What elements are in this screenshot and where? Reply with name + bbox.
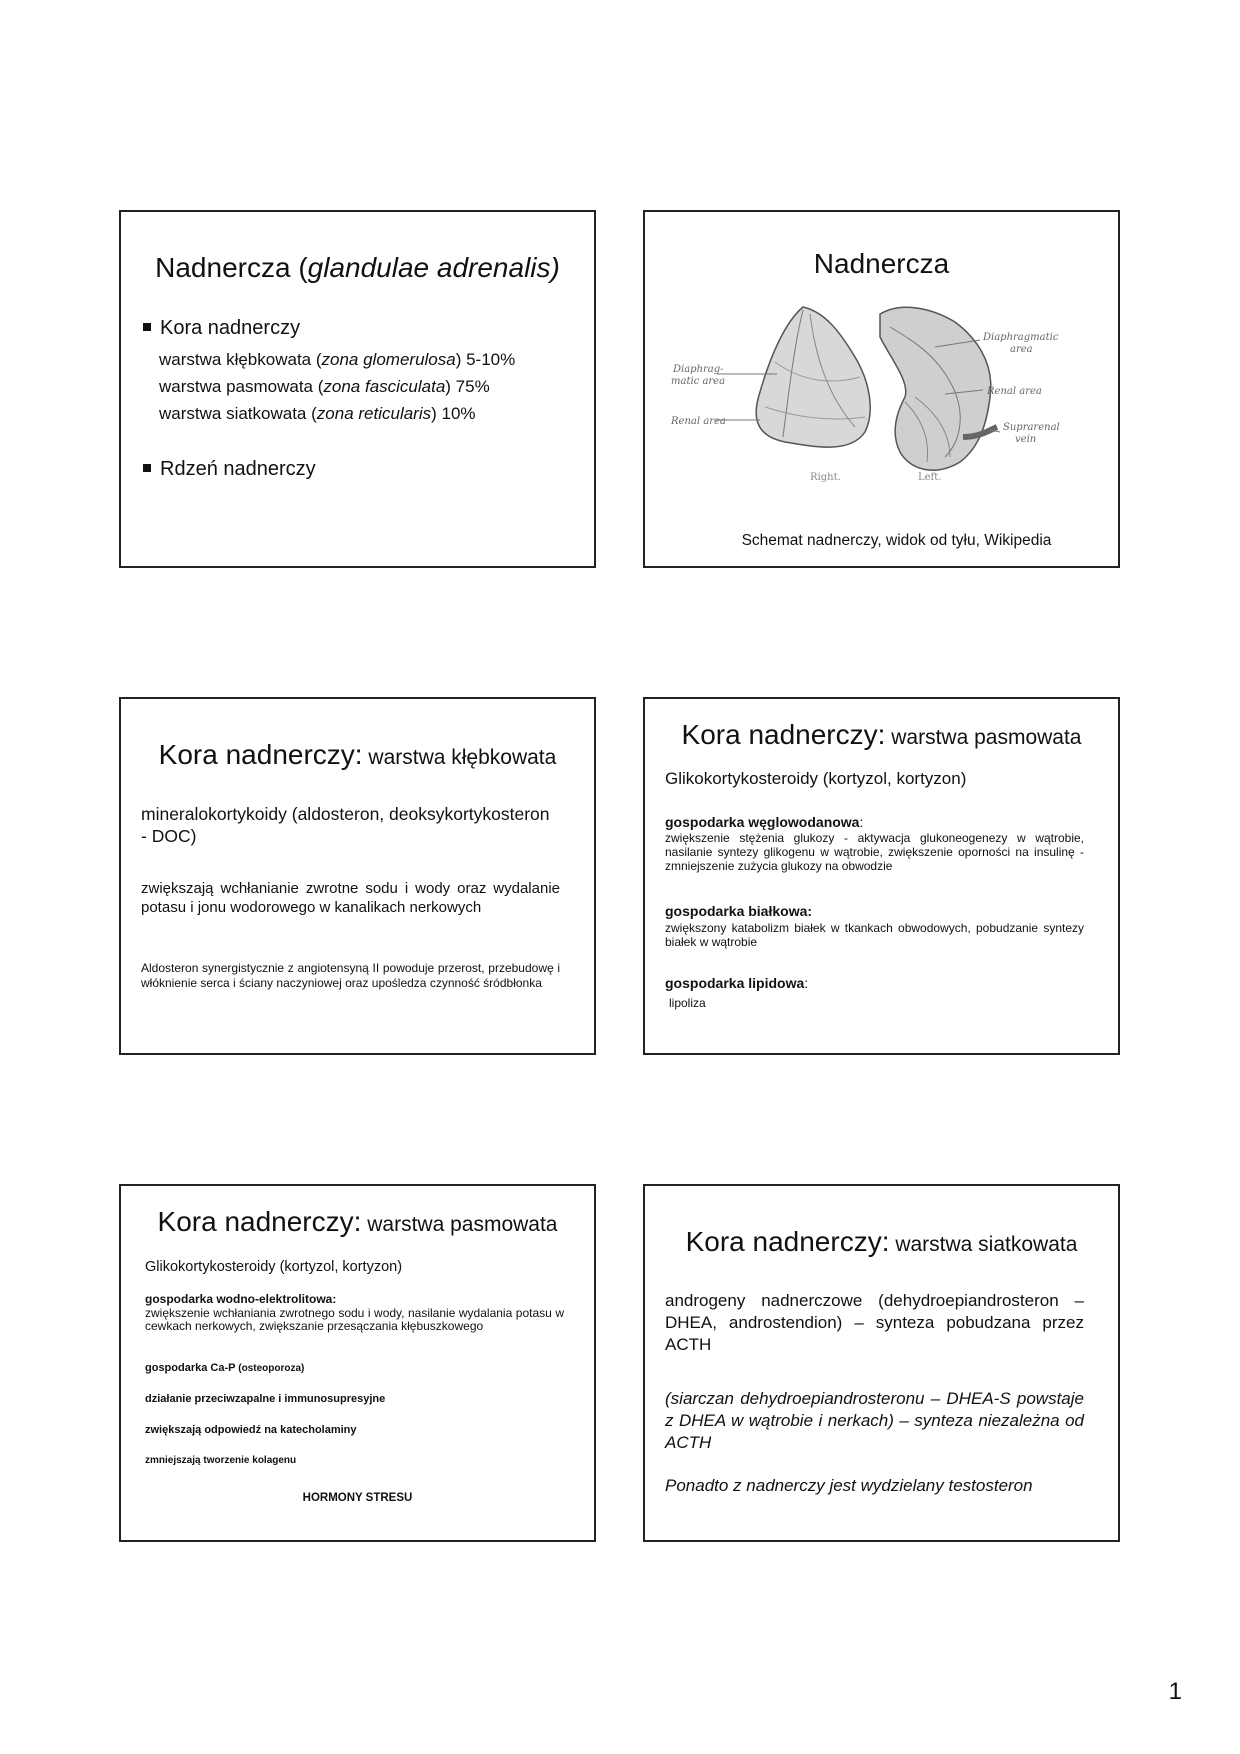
label-renal-area-right: Renal area (987, 386, 1042, 397)
square-bullet-icon (143, 323, 151, 331)
page-number: 1 (1168, 1678, 1182, 1705)
heading-ca-p: gospodarka Ca-P (osteoporoza) (145, 1362, 305, 1374)
title-latin: glandulae adrenalis) (307, 252, 560, 283)
water-electrolyte-text: zwiększenie wchłaniania zwrotnego sodu i wody, nasilanie wydalania potasu w cewkach nerkowych, zwiększanie przesączania kłębuszkowego (145, 1306, 564, 1333)
bullet-medulla (143, 458, 316, 481)
heading-protein: gospodarka białkowa: (665, 903, 813, 919)
slide-zona-fasciculata-1 (643, 697, 1120, 1055)
slide-title: Kora nadnerczy: warstwa kłębkowata (158, 739, 557, 770)
testosterone-text: Ponadto z nadnerczy jest wydzielany testosteron (665, 1476, 1033, 1495)
label-renal-area-left: Renal area (671, 416, 726, 427)
label-left: Left. (918, 472, 942, 483)
figure-caption: Schemat nadnerczy, widok od tyłu, Wikipedia (741, 532, 1052, 549)
androgens-text: androgeny nadnerczowe (dehydroepiandrosteron – DHEA, androstendion) – synteza pobudzana przez ACTH (665, 1291, 1084, 1354)
label-right: Right. (810, 472, 841, 483)
slide-title: Kora nadnerczy: warstwa pasmowata (681, 719, 1082, 750)
heading-lipid: gospodarka lipidowa: (665, 975, 809, 991)
collagen-text: zmniejszają tworzenie kolagenu (145, 1455, 297, 1466)
carbohydrate-text: zwiększenie stężenia glukozy - aktywacja glukoneogenezy w wątrobie, nasilanie syntezy glikogenu w wątrobie, zwiększenie oporności na insulinę - zmniejszenie zużycia glukozy na obwodzie (665, 831, 1084, 873)
svg-text:matic area: matic area (671, 376, 726, 387)
stress-hormones-label: HORMONY STRESU (302, 1492, 413, 1504)
slide-title (121, 252, 594, 284)
label-diaphragmatic-area-left: Diaphrag- (673, 364, 724, 375)
slide-zona-fasciculata-2 (119, 1184, 596, 1542)
slide-title: Kora nadnerczy: warstwa siatkowata (685, 1226, 1078, 1257)
bullet-text: Rdzeń nadnerczy (160, 458, 316, 480)
slide-title: Nadnercza (813, 248, 950, 279)
anti-inflammatory-text: działanie przeciwzapalne i immunosupresyjne (145, 1393, 386, 1405)
protein-text: zwiększony katabolizm białek w tkankach obwodowych, pobudzanie syntezy białek w wątrobie (665, 921, 1084, 949)
slide-zona-glomerulosa (119, 697, 596, 1055)
label-diaphragmatic-area-right: Diaphragmatic (983, 332, 1059, 343)
zone-line-glomerulosa: warstwa kłębkowata (zona glomerulosa) 5-10% (159, 350, 516, 369)
catecholamine-text: zwiększają odpowiedź na katecholaminy (145, 1424, 357, 1436)
svg-text:area: area (1010, 344, 1033, 355)
adrenal-gland-illustration (665, 302, 1105, 492)
dhea-s-text: (siarczan dehydroepiandrosteronu – DHEA-S powstaje z DHEA w wątrobie i nerkach) – synteza niezależna od ACTH (665, 1389, 1084, 1452)
slide-title: Kora nadnerczy: warstwa pasmowata (157, 1206, 558, 1237)
slide-adrenal-figure (643, 210, 1120, 568)
heading-water-electrolyte: gospodarka wodno-elektrolitowa: (145, 1292, 337, 1306)
aldosterone-note: Aldosteron synergistycznie z angiotensyną II powoduje przerost, przebudowę i włóknienie serca i ściany naczyniowej oraz upośledza czynność śródbłonka (141, 961, 560, 990)
slide-adrenal-overview (119, 210, 596, 568)
heading-carbohydrate: gospodarka węglowodanowa: (665, 814, 864, 830)
zone-line-fasciculata: warstwa pasmowata (zona fasciculata) 75% (159, 377, 490, 396)
mineralocorticoids-text: mineralokortykoidy (aldosteron, deoksykortykosteron - DOC) (141, 804, 550, 846)
square-bullet-icon (143, 464, 151, 472)
lipid-text: lipoliza (669, 996, 706, 1010)
title-text: Nadnercza ( (155, 252, 308, 283)
function-text: zwiększają wchłanianie zwrotne sodu i wody oraz wydalanie potasu i jonu wodorowego w kanalikach nerkowych (141, 880, 560, 916)
bullet-text: Kora nadnerczy (160, 317, 301, 339)
zone-line-reticularis: warstwa siatkowata (zona reticularis) 10% (159, 404, 476, 423)
label-suprarenal-vein: Suprarenal (1003, 422, 1060, 433)
slide-zona-reticularis (643, 1184, 1120, 1542)
bullet-cortex (143, 317, 300, 340)
glucocorticoids-subtitle: Glikokortykosteroidy (kortyzol, kortyzon) (145, 1259, 403, 1275)
glucocorticoids-subtitle: Glikokortykosteroidy (kortyzol, kortyzon) (665, 769, 967, 788)
svg-text:vein: vein (1015, 434, 1037, 445)
